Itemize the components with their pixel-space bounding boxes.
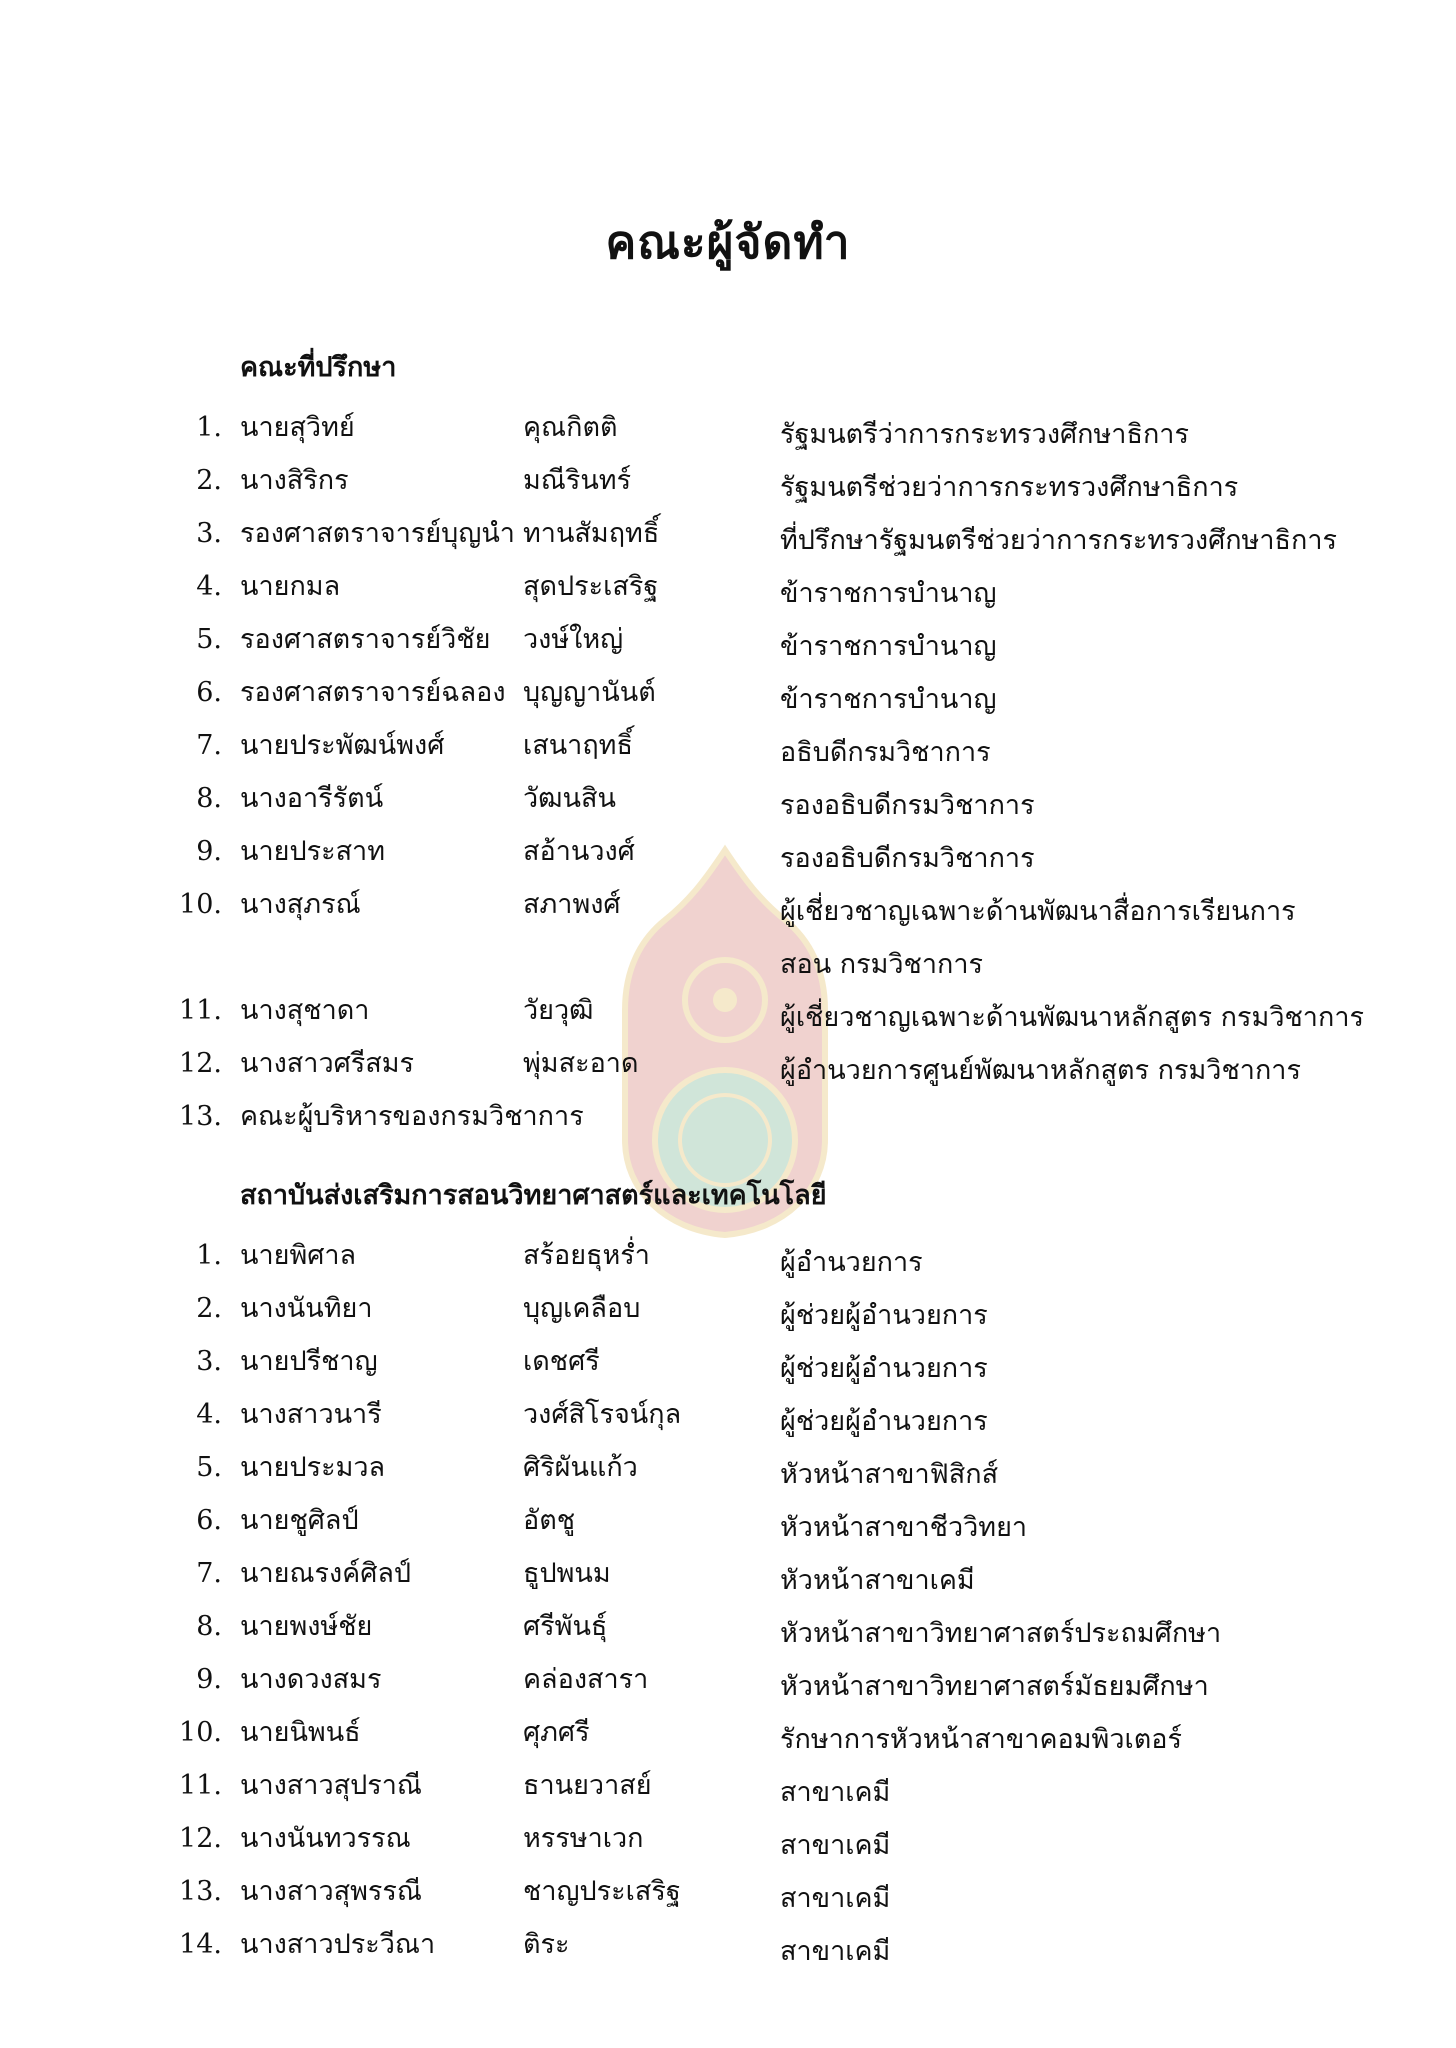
member-name: นางสาวนารี: [240, 1399, 382, 1430]
member-name: นางสาวสุปราณี: [240, 1770, 422, 1801]
member-name: นายสุวิทย์: [240, 412, 355, 443]
member-surname: บุญเคลือบ: [523, 1293, 641, 1324]
member-surname: มณีรินทร์: [523, 465, 632, 496]
member-name: นางอารีรัตน์: [240, 783, 384, 814]
member-surname: พุ่มสะอาด: [523, 1048, 639, 1079]
member-name: นางสาวศรีสมร: [240, 1048, 415, 1079]
member-surname: สุดประเสริฐ: [523, 571, 659, 602]
item-number: 5.: [196, 1452, 222, 1483]
member-name: นางสุภรณ์: [240, 889, 361, 920]
member-surname: สอ้านวงศ์: [523, 836, 635, 867]
member-surname: คุณกิตติ: [523, 412, 618, 443]
member-name: รองศาสตราจารย์วิชัย: [240, 624, 491, 655]
item-number: 4.: [196, 571, 222, 602]
member-position: ที่ปรึกษารัฐมนตรีช่วยว่าการกระทรวงศึกษาธิการ: [780, 525, 1338, 556]
member-name: นางสาวสุพรรณี: [240, 1876, 422, 1907]
member-surname: คล่องสารา: [523, 1664, 649, 1695]
member-surname: หรรษาเวก: [523, 1823, 644, 1854]
member-position: สาขาเคมี: [780, 1883, 891, 1914]
member-surname: ศุภศรี: [523, 1717, 590, 1748]
member-position: รัฐมนตรีช่วยว่าการกระทรวงศึกษาธิการ: [780, 472, 1239, 503]
page-title: คณะผู้จัดทำ: [605, 215, 851, 269]
item-number: 12.: [179, 1048, 222, 1079]
member-position: หัวหน้าสาขาชีววิทยา: [780, 1512, 1028, 1543]
member-position: สาขาเคมี: [780, 1936, 891, 1967]
member-name: นายชูศิลป์: [240, 1505, 359, 1536]
item-number: 7.: [196, 730, 222, 761]
member-name: นางสิริกร: [240, 465, 349, 496]
member-position: หัวหน้าสาขาเคมี: [780, 1565, 975, 1596]
member-position: รองอธิบดีกรมวิชาการ: [780, 790, 1035, 821]
advisors-heading: คณะที่ปรึกษา: [240, 352, 397, 383]
member-position: หัวหน้าสาขาวิทยาศาสตร์ประถมศึกษา: [780, 1618, 1222, 1649]
item-number: 6.: [196, 1505, 222, 1536]
member-position: สาขาเคมี: [780, 1830, 891, 1861]
member-surname: วัฒนสิน: [523, 783, 616, 814]
item-number: 1.: [196, 1240, 222, 1271]
member-name: นายกมล: [240, 571, 341, 602]
member-name: นายประมวล: [240, 1452, 386, 1483]
item-number: 5.: [196, 624, 222, 655]
member-surname: เดชศรี: [523, 1346, 600, 1377]
member-position: ข้าราชการบำนาญ: [780, 684, 997, 715]
member-position: ข้าราชการบำนาญ: [780, 578, 997, 609]
member-surname: อัตชู: [523, 1505, 576, 1536]
item-number: 8.: [196, 1611, 222, 1642]
item-number: 3.: [196, 1346, 222, 1377]
item-number: 9.: [196, 836, 222, 867]
member-surname: ติระ: [523, 1929, 570, 1960]
member-position: ข้าราชการบำนาญ: [780, 631, 997, 662]
member-name: รองศาสตราจารย์บุญนำ: [240, 518, 515, 549]
member-position: ผู้อำนวยการศูนย์พัฒนาหลักสูตร กรมวิชาการ: [780, 1055, 1301, 1086]
ipst-heading: สถาบันส่งเสริมการสอนวิทยาศาสตร์และเทคโนโลยี: [240, 1180, 827, 1211]
member-surname: สภาพงศ์: [523, 889, 621, 920]
member-surname: ธานยวาสย์: [523, 1770, 652, 1801]
member-position: ผู้ช่วยผู้อำนวยการ: [780, 1353, 988, 1384]
member-surname: ศิริผันแก้ว: [523, 1452, 638, 1483]
member-name: นางนันทิยา: [240, 1293, 373, 1324]
member-position: ผู้เชี่ยวชาญเฉพาะด้านพัฒนาสื่อการเรียนการสอน กรมวิชาการ: [780, 896, 1296, 980]
item-number: 10.: [179, 889, 222, 920]
item-number: 4.: [196, 1399, 222, 1430]
item-number: 8.: [196, 783, 222, 814]
item-number: 9.: [196, 1664, 222, 1695]
member-name: นายพงษ์ชัย: [240, 1611, 373, 1642]
member-name: นายพิศาล: [240, 1240, 357, 1271]
item-number: 10.: [179, 1717, 222, 1748]
member-position: ผู้อำนวยการ: [780, 1247, 923, 1278]
member-name: นางนันทวรรณ: [240, 1823, 411, 1854]
member-position: อธิบดีกรมวิชาการ: [780, 737, 991, 768]
member-position: หัวหน้าสาขาวิทยาศาสตร์มัธยมศึกษา: [780, 1671, 1209, 1702]
member-surname: ชาญประเสริฐ: [523, 1876, 681, 1907]
member-surname: สร้อยธุหร่ำ: [523, 1240, 650, 1271]
member-name: นายปรีชาญ: [240, 1346, 378, 1377]
member-position: รองอธิบดีกรมวิชาการ: [780, 843, 1035, 874]
member-name: นายณรงค์ศิลป์: [240, 1558, 412, 1589]
item-number: 11.: [179, 1770, 222, 1801]
item-number: 2.: [196, 1293, 222, 1324]
member-name: นางดวงสมร: [240, 1664, 382, 1695]
item-number: 12.: [179, 1823, 222, 1854]
member-name: คณะผู้บริหารของกรมวิชาการ: [240, 1101, 584, 1132]
member-name: นางสาวประวีณา: [240, 1929, 436, 1960]
member-position: ผู้เชี่ยวชาญเฉพาะด้านพัฒนาหลักสูตร กรมวิชาการ: [780, 1002, 1364, 1033]
item-number: 13.: [179, 1876, 222, 1907]
item-number: 3.: [196, 518, 222, 549]
item-number: 13.: [179, 1101, 222, 1132]
member-surname: บุญญานันต์: [523, 677, 656, 708]
member-position: รัฐมนตรีว่าการกระทรวงศึกษาธิการ: [780, 419, 1189, 450]
item-number: 6.: [196, 677, 222, 708]
member-surname: ธูปพนม: [523, 1558, 611, 1589]
member-surname: วงษ์ใหญ่: [523, 624, 624, 655]
item-number: 2.: [196, 465, 222, 496]
member-name: นางสุชาดา: [240, 995, 370, 1026]
member-name: นายประพัฒน์พงศ์: [240, 730, 445, 761]
item-number: 11.: [179, 995, 222, 1026]
member-surname: ทานสัมฤทธิ์: [523, 518, 660, 549]
member-name: นายนิพนธ์: [240, 1717, 361, 1748]
member-surname: วัยวุฒิ: [523, 995, 594, 1026]
member-position: รักษาการหัวหน้าสาขาคอมพิวเตอร์: [780, 1724, 1182, 1755]
item-number: 1.: [196, 412, 222, 443]
member-surname: วงศ์สิโรจน์กุล: [523, 1399, 682, 1430]
member-position: หัวหน้าสาขาฟิสิกส์: [780, 1459, 999, 1490]
member-position: ผู้ช่วยผู้อำนวยการ: [780, 1406, 988, 1437]
member-surname: เสนาฤทธิ์: [523, 730, 633, 761]
member-name: รองศาสตราจารย์ฉลอง: [240, 677, 506, 708]
member-surname: ศรีพันธุ์: [523, 1611, 608, 1642]
item-number: 14.: [179, 1929, 222, 1960]
item-number: 7.: [196, 1558, 222, 1589]
member-position: ผู้ช่วยผู้อำนวยการ: [780, 1300, 988, 1331]
member-position: สาขาเคมี: [780, 1777, 891, 1808]
member-name: นายประสาท: [240, 836, 386, 867]
